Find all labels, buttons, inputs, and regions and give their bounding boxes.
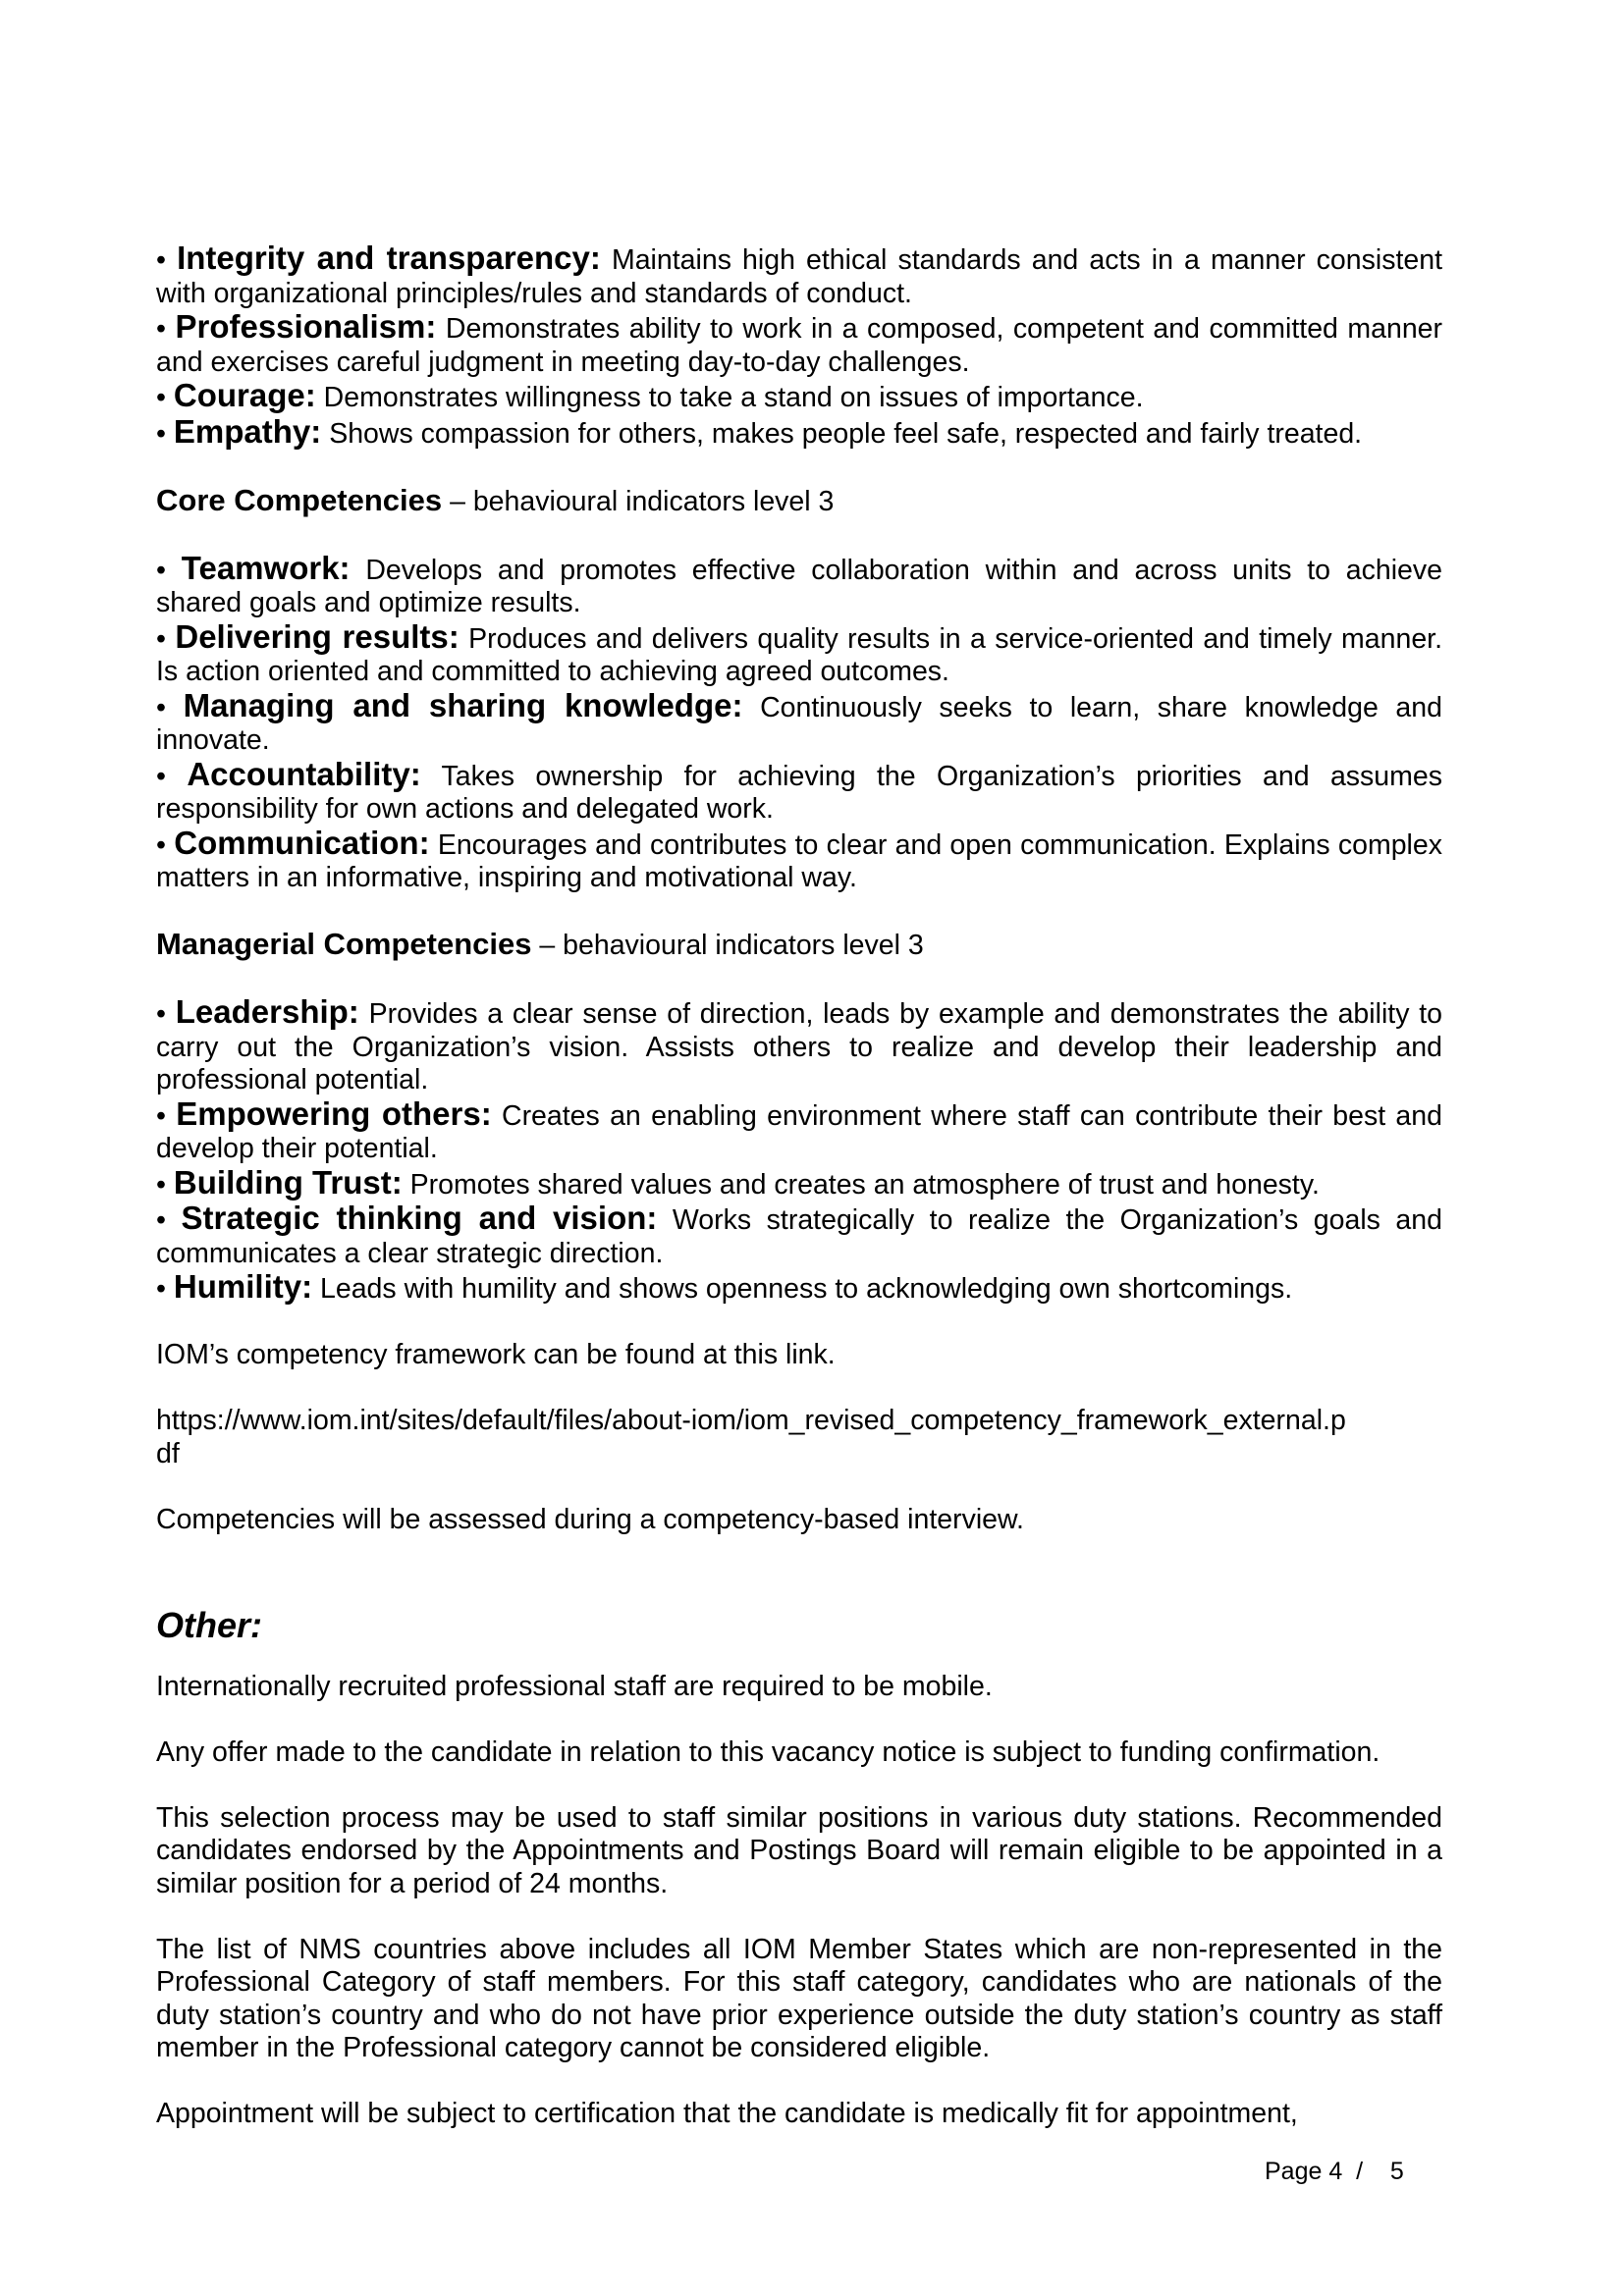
framework-link[interactable] <box>156 1405 1442 1470</box>
item-text: Demonstrates ability to work in a composed, competent and committed manner and exercises careful judgment in meeting day-to-day challenges. <box>156 313 1443 378</box>
item-term: Strategic thinking and vision: <box>181 1200 658 1236</box>
other-heading: Other: <box>156 1604 262 1645</box>
values-list <box>156 241 1442 451</box>
item-term: Empowering others: <box>176 1095 492 1132</box>
item-text: Develops and promotes effective collaboration within and across units to achieve shared goals and optimize results. <box>156 554 1443 618</box>
other-paragraph: Internationally recruited professional staff are required to be mobile. <box>156 1670 993 1702</box>
item-text: Maintains high ethical standards and acts in a manner consistent with organizational principles/rules and standards of conduct. <box>156 244 1442 309</box>
item-text: Produces and delivers quality results in a service-oriented and timely manner. Is action oriented and committed to achieving agreed outcomes. <box>156 622 1443 687</box>
list-item: • Empowering others: Creates an enabling environment where staff can contribute their best and develop their potential. <box>156 1095 1442 1164</box>
page-number: Page 4 / 5 <box>1265 2158 1404 2185</box>
list-item: • Leadership: Provides a clear sense of direction, leads by example and demonstrates the ability to carry out the Organization’s vision. Assists others to realize and develop their leadership and professional potential. <box>156 993 1442 1095</box>
framework-link-line1[interactable]: https://www.iom.int/sites/default/files/about-iom/iom_revised_competency_framework_external.p <box>156 1405 1346 1436</box>
list-item: • Integrity and transparency: Maintains high ethical standards and acts in a manner consistent with organizational principles/rules and standards of conduct. <box>156 240 1442 309</box>
item-term: Professionalism: <box>175 308 437 345</box>
managerial-competencies-list <box>156 995 1442 1307</box>
document-page <box>156 241 1442 2131</box>
item-text: Takes ownership for achieving the Organization’s priorities and assumes responsibility for own actions and delegated work. <box>156 760 1442 825</box>
item-term: Communication: <box>174 824 430 861</box>
item-text: Promotes shared values and creates an atmosphere of trust and honesty. <box>409 1168 1320 1201</box>
item-term: Integrity and transparency: <box>177 240 601 276</box>
item-term: Courage: <box>173 377 316 413</box>
list-item: • Professionalism: Demonstrates ability to work in a composed, competent and committed manner and exercises careful judgment in meeting day-to-day challenges. <box>156 308 1443 378</box>
other-paragraph: This selection process may be used to staff similar positions in various duty stations. Recommended candidates endorsed by the Appointments and Postings Board will remain eligible to be appointed in a similar position for a period of 24 months. <box>156 1801 1442 1899</box>
framework-intro: IOM’s competency framework can be found at this link. <box>156 1339 836 1370</box>
list-item: • Building Trust: Promotes shared values and creates an atmosphere of trust and honesty. <box>156 1163 1320 1201</box>
item-term: Managing and sharing knowledge: <box>183 686 743 723</box>
item-term: Building Trust: <box>173 1163 403 1201</box>
other-paragraph: Appointment will be subject to certification that the candidate is medically fit for appointment, <box>156 2098 1298 2129</box>
item-text: Encourages and contributes to clear and open communication. Explains complex matters in an informative, inspiring and motivational way. <box>156 828 1442 893</box>
list-item: • Teamwork: Develops and promotes effective collaboration within and across units to achieve shared goals and optimize results. <box>156 549 1443 618</box>
managerial-heading-suffix: – behavioural indicators level 3 <box>539 930 924 961</box>
list-item: • Courage: Demonstrates willingness to take a stand on issues of importance. <box>156 377 1144 413</box>
core-competencies-list <box>156 549 1443 895</box>
core-heading-suffix: – behavioural indicators level 3 <box>450 485 835 517</box>
list-item: • Communication: Encourages and contributes to clear and open communication. Explains complex matters in an informative, inspiring and motivational way. <box>156 824 1442 893</box>
item-text: Provides a clear sense of direction, leads by example and demonstrates the ability to carry out the Organization’s vision. Assists others to realize and develop their leadership and professional potential. <box>156 998 1442 1095</box>
item-text: Works strategically to realize the Organization’s goals and communicates a clear strategic direction. <box>156 1204 1442 1269</box>
item-text: Shows compassion for others, makes people feel safe, respected and fairly treated. <box>329 417 1363 450</box>
item-text: Continuously seeks to learn, share knowledge and innovate. <box>156 691 1442 756</box>
item-text: Demonstrates willingness to take a stand on issues of importance. <box>323 382 1144 413</box>
list-item: • Empathy: Shows compassion for others, makes people feel safe, respected and fairly treated. <box>156 412 1363 450</box>
managerial-competencies-heading <box>156 928 1442 963</box>
item-term: Leadership: <box>175 993 359 1030</box>
core-competencies-heading <box>156 484 1442 519</box>
item-term: Empathy: <box>173 412 322 450</box>
framework-link-line2[interactable]: df <box>156 1437 180 1469</box>
item-term: Accountability: <box>187 755 421 792</box>
item-text: Leads with humility and shows openness to acknowledging own shortcomings. <box>320 1273 1293 1305</box>
other-paragraph: Any offer made to the candidate in relation to this vacancy notice is subject to funding confirmation. <box>156 1735 1380 1768</box>
item-text: Creates an enabling environment where staff can contribute their best and develop their potential. <box>156 1099 1442 1164</box>
list-item: • Accountability: Takes ownership for achieving the Organization’s priorities and assumes responsibility for own actions and delegated work. <box>156 755 1442 825</box>
list-item: • Humility: Leads with humility and shows openness to acknowledging own shortcomings. <box>156 1268 1293 1305</box>
assessment-note: Competencies will be assessed during a competency-based interview. <box>156 1503 1024 1535</box>
list-item: • Strategic thinking and vision: Works strategically to realize the Organization’s goals and communicates a clear strategic direction. <box>156 1200 1442 1269</box>
list-item: • Delivering results: Produces and delivers quality results in a service-oriented and timely manner. Is action oriented and committed to achieving agreed outcomes. <box>156 617 1443 687</box>
list-item: • Managing and sharing knowledge: Continuously seeks to learn, share knowledge and innovate. <box>156 686 1442 756</box>
item-term: Delivering results: <box>175 617 460 655</box>
item-term: Humility: <box>173 1268 313 1305</box>
core-heading-title: Core Competencies <box>156 482 443 517</box>
item-term: Teamwork: <box>181 549 351 586</box>
other-paragraph: The list of NMS countries above includes all IOM Member States which are non-represented in the Professional Category of staff members. For this staff category, candidates who are nationals of the duty station’s country and who do not have prior experience outside the duty station’s country as staff member in the Professional category cannot be considered eligible. <box>156 1933 1442 2063</box>
managerial-heading-title: Managerial Competencies <box>156 927 532 961</box>
